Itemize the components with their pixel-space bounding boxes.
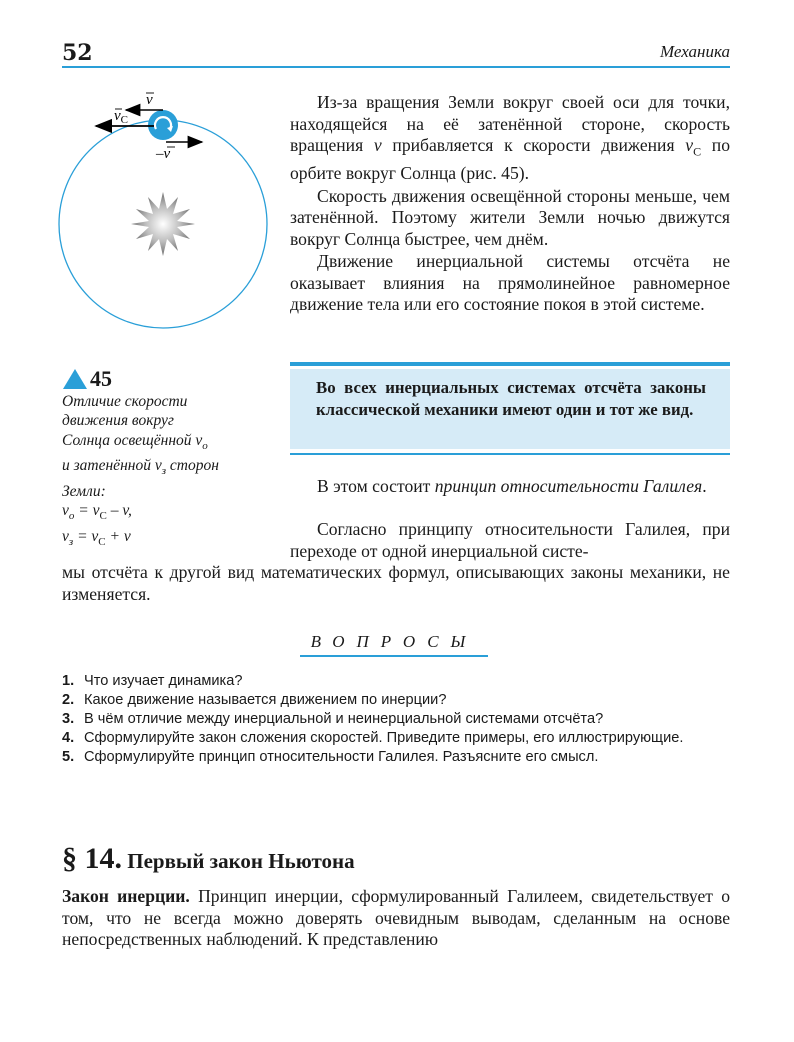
paragraph-5-wide [62,562,730,605]
paragraph-5-start: Согласно принципу относительности Галилея, при переходе от одной инерциальной систе- [290,519,730,561]
box-bottom-rule [290,453,730,455]
svg-text:vC [114,108,128,126]
header-rule [62,66,730,68]
body-column [290,92,730,317]
paragraph-4: В этом состоит принцип относительности Галилея. [317,476,707,496]
list-item: 4. Сформулируйте закон сложения скоростей. Приведите примеры, его иллюстрирующие. [62,730,684,746]
label-vc: v [114,108,121,124]
list-item: 1. Что изучает динамика? [62,673,243,689]
figure-marker-icon [62,368,88,390]
sun-icon [131,192,195,256]
paragraph-4-block [290,476,730,498]
questions-rule [300,655,488,657]
earth-icon [148,110,178,140]
paragraph-5-end: мы отсчёта к другой вид математических формул, описывающих законы механики, не изменяется. [62,562,730,604]
label-minus-v: –v [156,146,171,162]
page-number: 52 [62,40,93,66]
paragraph-3: Движение инерциальной системы отсчёта не оказывает влияния на прямолинейное равномерное движение тела или его состояние покоя в этой системе. [290,251,730,315]
list-item: 2. Какое движение называется движением по инерции? [62,692,447,708]
figure-caption: Отличие скорости движения вокруг Солнца освещённой $v_о$ и затенённой $v_з$ сторон Земли: $v_о = v_C - v$, $v_з = v_C + v$ [62,393,219,548]
orbit-figure [52,84,282,334]
box-top-rule [290,362,730,366]
label-v: v [146,92,153,108]
list-item: 3. В чём отличие между инерциальной и неинерциальной системами отсчёта? [62,711,604,727]
paragraph-6: Закон инерции. Принцип инерции, сформулированный Галилеем, свидетельствует о том, что не всегда можно доверять очевидным выводам, сделанным на основе непосредственных наблюдений. К представлению [62,886,731,949]
questions-list [62,672,730,767]
highlight-text: Во всех инерциальных системах отсчёта законы классической механики имеют один и тот же вид. [316,378,706,419]
paragraph-2: Скорость движения освещённой стороны меньше, чем затенённой. Поэтому жители Земли ночью движутся вокруг Солнца быстрее, чем днём. [290,185,730,249]
running-header: Механика [659,42,730,61]
figure-number: 45 [90,366,112,391]
paragraph-1: Из-за вращения Земли вокруг своей оси для точки, находящейся на её затенённой стороне, скорость вращения v прибавляется к скорости движения $v_C$ по орбите вокруг Солнца (рис. 45). [290,92,730,184]
section-intro [62,886,730,951]
highlight-box [290,369,730,449]
paragraph-5-block [290,519,730,562]
list-item: 5. Сформулируйте принцип относительности Галилея. Разъясните его смысл. [62,749,599,765]
questions-title: ВОПРОСЫ [310,632,478,651]
label-vc-sub: C [120,114,129,126]
section-heading: § 14. Первый закон Ньютона [62,842,355,875]
